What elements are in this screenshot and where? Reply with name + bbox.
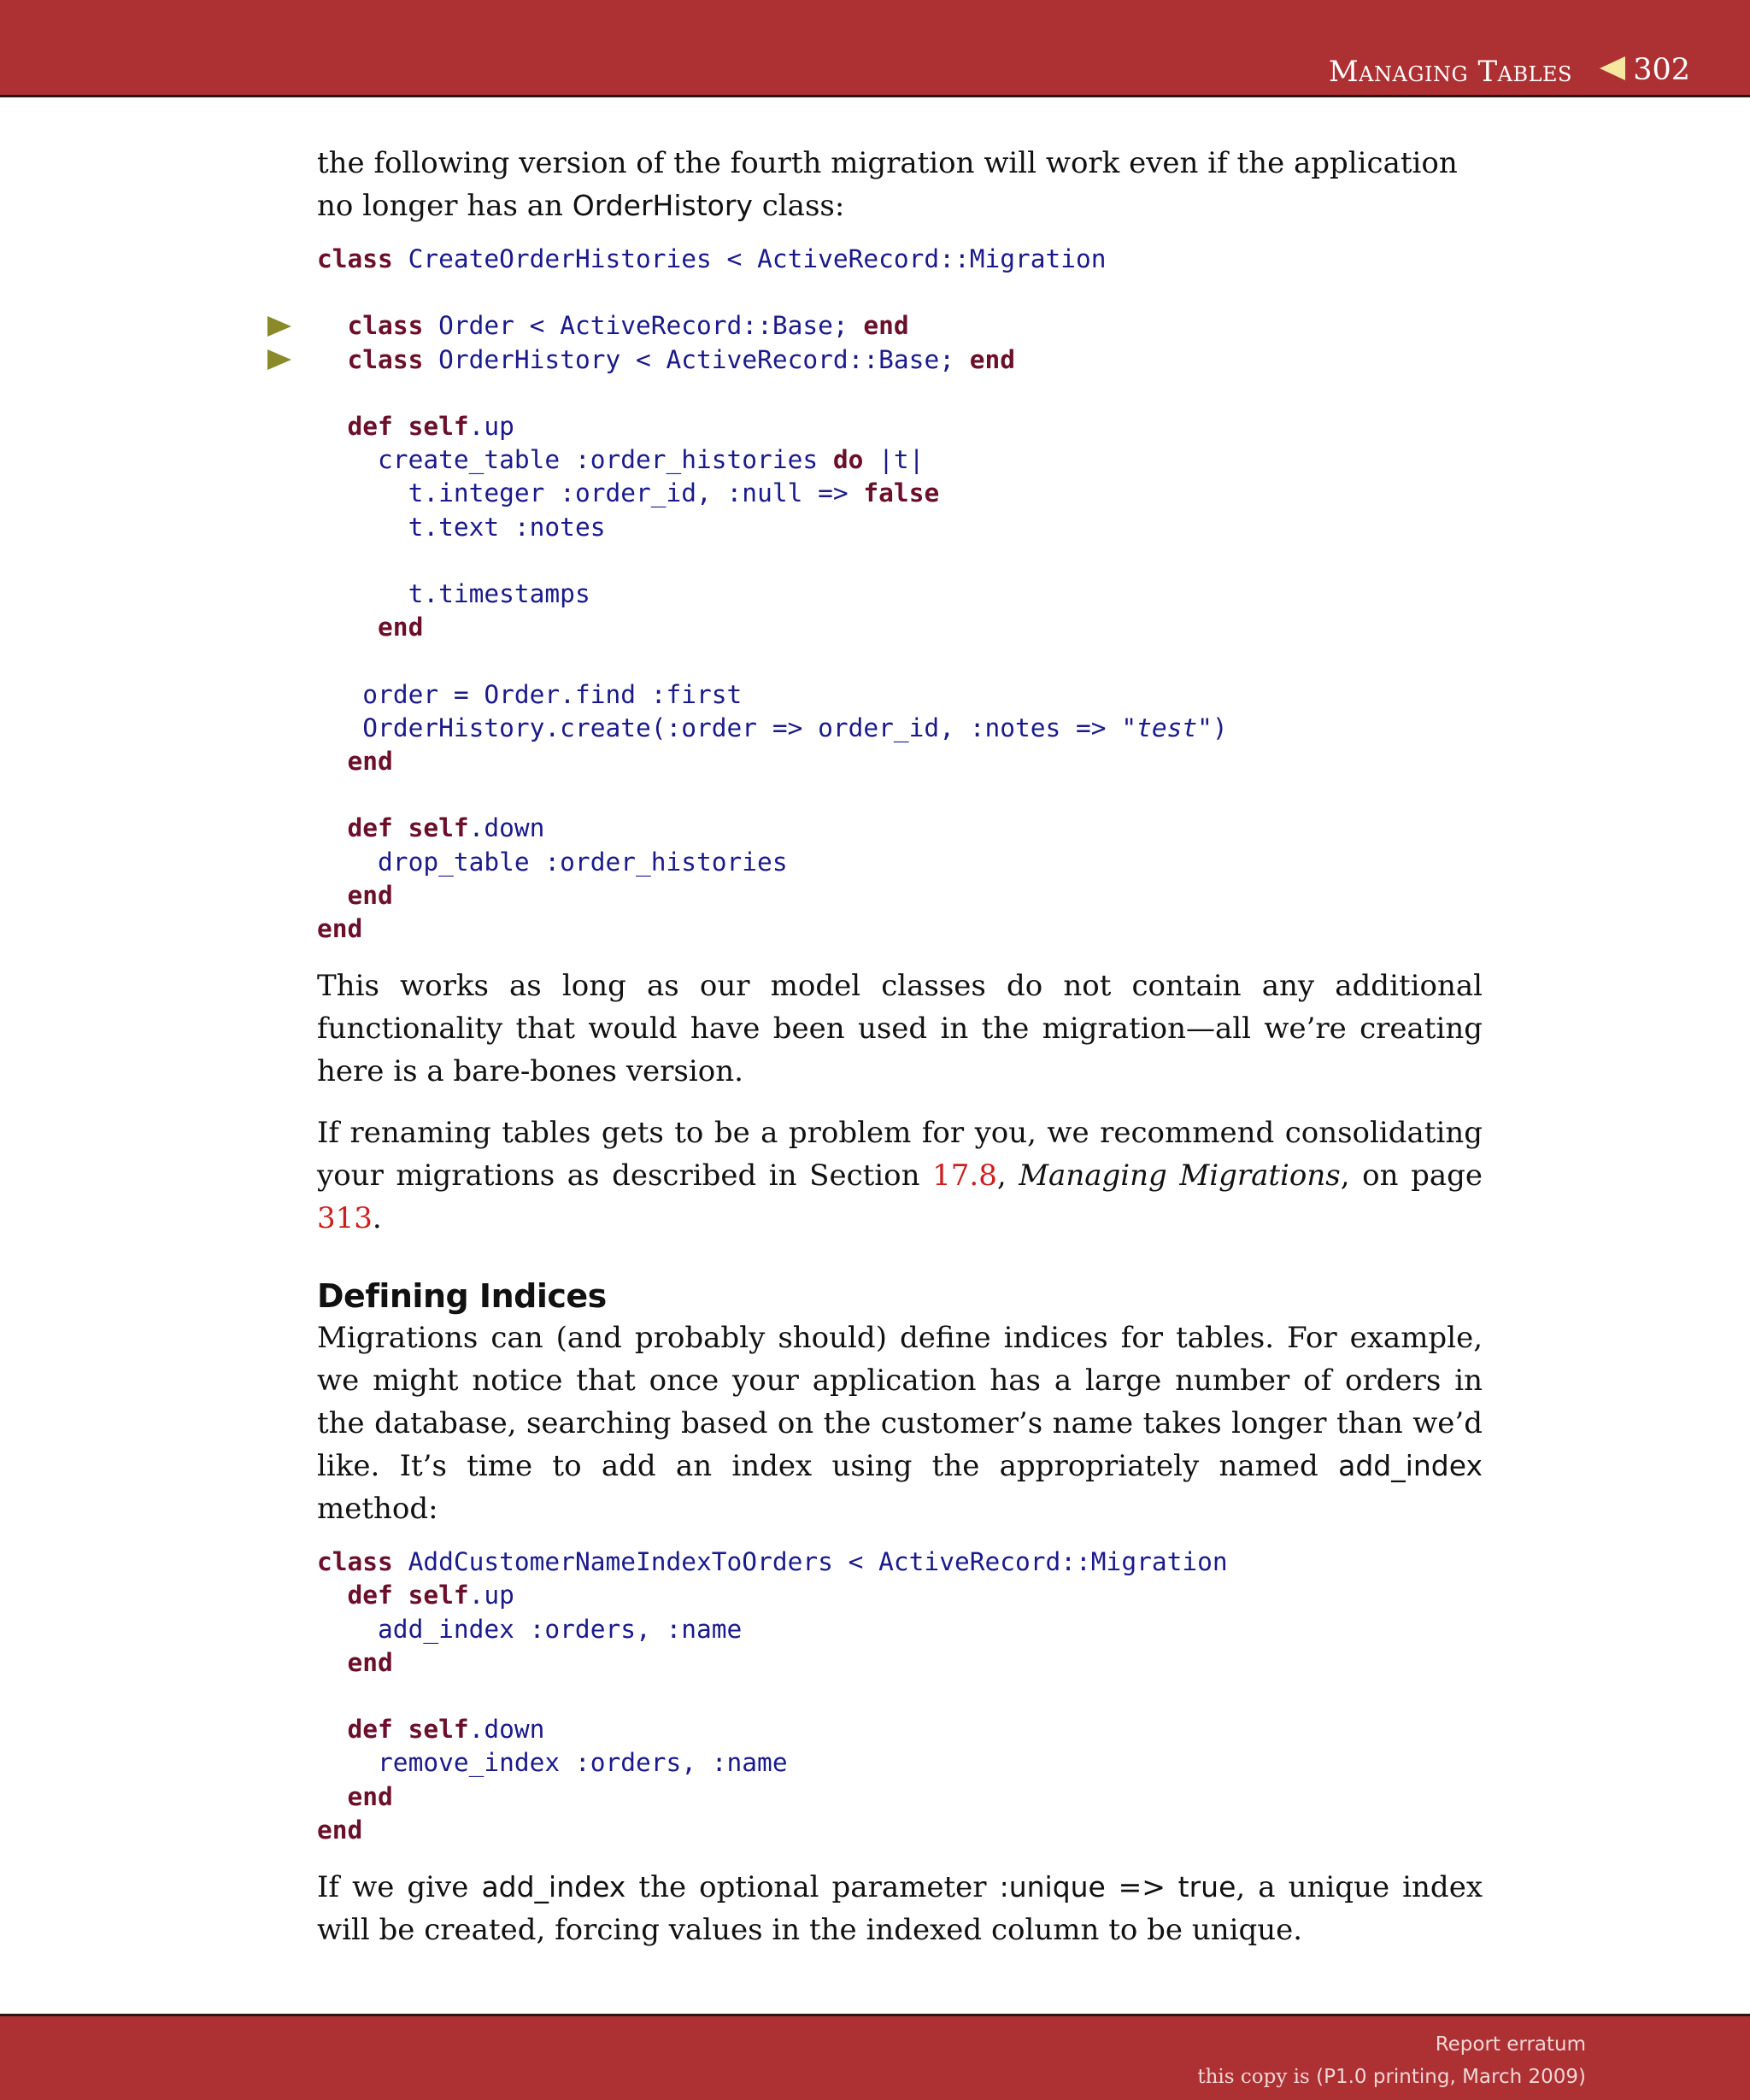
highlight-arrow-icon xyxy=(267,349,291,370)
running-title: Managing Tables xyxy=(1328,55,1572,89)
back-arrow-icon[interactable] xyxy=(1600,56,1625,80)
code-listing-add-index: class AddCustomerNameIndexToOrders < ActiveRecord::Migration def self.up add_index :orders, :name end def self.down remove_index :orders, :name end end xyxy=(317,1547,1228,1845)
works-paragraph: This works as long as our model classes do not contain any additional functionality that would have been used in the migration—all we’re creating here is a bare-bones version. xyxy=(317,969,1483,1089)
inline-code: OrderHistory xyxy=(572,189,753,222)
page-header xyxy=(0,0,1750,97)
section-link[interactable]: 17.8 xyxy=(932,1159,997,1194)
intro-paragraph: the following version of the fourth migration will work even if the application no longer has an OrderHistory class: xyxy=(317,146,1458,223)
page-link[interactable]: 313 xyxy=(317,1201,373,1236)
report-erratum-link[interactable]: Report erratum xyxy=(1435,2033,1586,2056)
rename-paragraph: If renaming tables gets to be a problem for you, we recommend consolidating your migrations as described in Section 17.8, Managing Migrations, on page 313. xyxy=(317,1116,1483,1236)
indices-paragraph: Migrations can (and probably should) define indices for tables. For example, we might notice that once your application has a large number of orders in the database, searching based on the customer’s name takes longer than we’d like. It’s time to add an index using the appropriately named add_index method: xyxy=(317,1321,1483,1527)
code-listing-create-order-histories: class CreateOrderHistories < ActiveRecord::Migration class Order < ActiveRecord::Base; end class OrderHistory < ActiveRecord::Base; end def self.up create_table :order_histories do |t| t.integer :order_id, :null => false t.text :notes t.timestamps end order = Order.find :first OrderHistory.create(:order => order_id, :notes => "test") end def self.down drop_table :order_histories end end xyxy=(317,243,1483,946)
page-body xyxy=(317,142,1483,1951)
section-heading: Defining Indices xyxy=(317,1277,607,1316)
page-footer xyxy=(0,2014,1750,2100)
copy-info: this copy is (P1.0 printing, March 2009) xyxy=(1197,2066,1586,2088)
highlight-arrow-icon xyxy=(267,316,291,337)
page-number: 302 xyxy=(1633,53,1690,87)
unique-paragraph: If we give add_index the optional parameter :unique => true, a unique index will be created, forcing values in the indexed column to be unique. xyxy=(317,1870,1483,1948)
